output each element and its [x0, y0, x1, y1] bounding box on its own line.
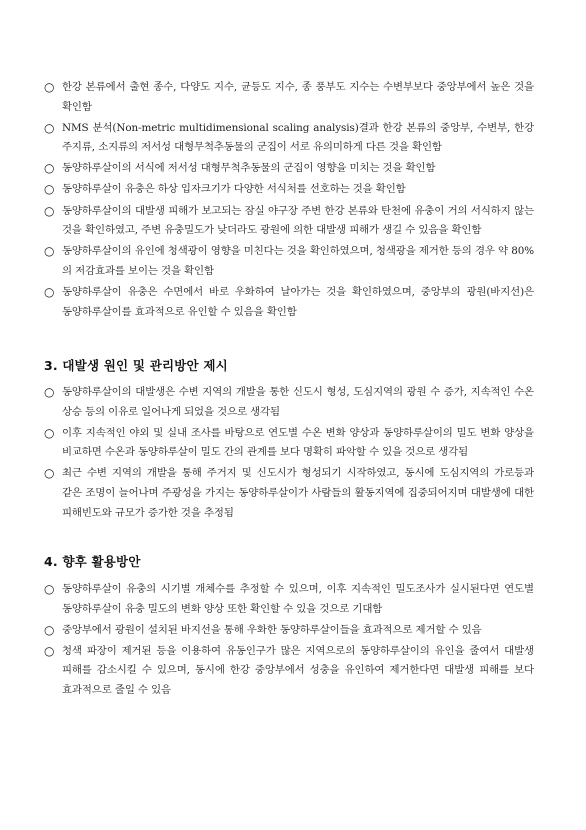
list-item-text: 청색 파장이 제거된 등을 이용하여 유동인구가 많은 지역으로의 동양하루살이의 유인을 줄여서 대발생 피해를 감소시킬 수 있으며, 동시에 한강 중앙부에서 성충을 유인하여 제거한다면 대발생 피해를 보다 효과적으로 줄일 수 있음 — [62, 644, 534, 696]
list-item — [44, 78, 534, 117]
list-item — [44, 642, 534, 701]
list-item-text: 동양하루살이 유충은 하상 입자크기가 다양한 서식처를 선호하는 것을 확인함 — [62, 183, 406, 196]
circle-bullet-icon: ○ — [44, 425, 55, 440]
list-item — [44, 202, 534, 241]
list-item-text: NMS 분석(Non-metric multidimensional scaling analysis)결과 한강 본류의 중앙부, 수변부, 한강 주지류, 소지류의 저서성 대형무척추동물의 군집이 서로 유의미하게 다른 것을 확인함 — [62, 121, 534, 154]
circle-bullet-icon: ○ — [44, 466, 55, 481]
section-4-list — [44, 580, 534, 701]
circle-bullet-icon: ○ — [44, 643, 55, 658]
list-item-text: 동양하루살이의 유인에 청색광이 영향을 미친다는 것을 확인하였으며, 청색광을 제거한 등의 경우 약 80%의 저감효과를 보이는 것을 확인함 — [62, 245, 534, 277]
section-3-list — [44, 383, 534, 523]
section-2-list — [44, 78, 534, 322]
list-item-text: 동양하루살이의 서식에 저서성 대형무척추동물의 군집이 영향을 미치는 것을 확인함 — [62, 162, 436, 175]
circle-bullet-icon: ○ — [44, 244, 55, 259]
list-item — [44, 283, 534, 322]
circle-bullet-icon: ○ — [44, 161, 55, 176]
list-item-text: 동양하루살이 유충의 시기별 개체수를 추정할 수 있으며, 이후 지속적인 밀도조사가 실시된다면 연도별 동양하루살이 유충 밀도의 변화 양상 또한 확인할 수 있을 것으로 기대함 — [62, 583, 534, 615]
circle-bullet-icon: ○ — [44, 203, 55, 218]
section-3-heading: 3. 대발생 원인 및 관리방안 제시 — [44, 358, 228, 373]
list-item-text: 최근 수변 지역의 개발을 통해 주거지 및 신도시가 형성되기 시작하였고, 동시에 도심지역의 가로등과 같은 조명이 늘어나며 주광성을 가지는 동양하루살이가 사람들의 활동지역에 집중되어지며 대발생에 대한 피해빈도와 규모가 증가한 것을 추정됨 — [62, 467, 534, 519]
circle-bullet-icon: ○ — [44, 182, 55, 197]
list-item-text: 동양하루살이 유충은 수면에서 바로 우화하여 날아가는 것을 확인하였으며, 중앙부의 광원(바지선)은 동양하루살이를 효과적으로 유인할 수 있음을 확인함 — [62, 285, 534, 318]
list-item — [44, 159, 534, 179]
list-item — [44, 180, 534, 200]
list-item — [44, 580, 534, 619]
list-item — [44, 119, 534, 158]
circle-bullet-icon: ○ — [44, 622, 55, 637]
circle-bullet-icon: ○ — [44, 582, 55, 596]
circle-bullet-icon: ○ — [44, 80, 55, 94]
circle-bullet-icon: ○ — [44, 385, 55, 399]
list-item — [44, 621, 534, 641]
list-item — [44, 383, 534, 422]
list-item-text: 이후 지속적인 야외 및 실내 조사를 바탕으로 연도별 수온 변화 양상과 동양하루살이의 밀도 변화 양상을 비교하면 수온과 동양하루살이 밀도 간의 관계를 보다 명확히 파악할 수 있을 것으로 생각됨 — [62, 426, 534, 459]
circle-bullet-icon: ○ — [44, 120, 55, 135]
circle-bullet-icon: ○ — [44, 284, 55, 299]
list-item — [44, 424, 534, 463]
list-item-text: 한강 본류에서 출현 종수, 다양도 지수, 균등도 지수, 종 풍부도 지수는 수변부보다 중앙부에서 높은 것을 확인함 — [62, 81, 534, 113]
list-item — [44, 242, 534, 281]
list-item — [44, 464, 534, 523]
list-item-text: 동양하루살이의 대발생 피해가 보고되는 잠실 야구장 주변 한강 본류와 탄천에 유충이 거의 서식하지 않는 것을 확인하였고, 주변 유충밀도가 낮더라도 광원에 의한 대발생 피해가 생길 수 있음을 확인함 — [62, 204, 534, 237]
list-item-text: 동양하루살이의 대발생은 수변 지역의 개발을 통한 신도시 형성, 도심지역의 광원 수 증가, 지속적인 수온 상승 등의 이유로 일어나게 되었을 것으로 생각됨 — [62, 386, 534, 418]
list-item-text: 중앙부에서 광원이 설치된 바지선을 통해 우화한 동양하루살이들을 효과적으로 제거할 수 있음 — [62, 623, 482, 636]
section-4-heading: 4. 향후 활용방안 — [44, 554, 141, 569]
